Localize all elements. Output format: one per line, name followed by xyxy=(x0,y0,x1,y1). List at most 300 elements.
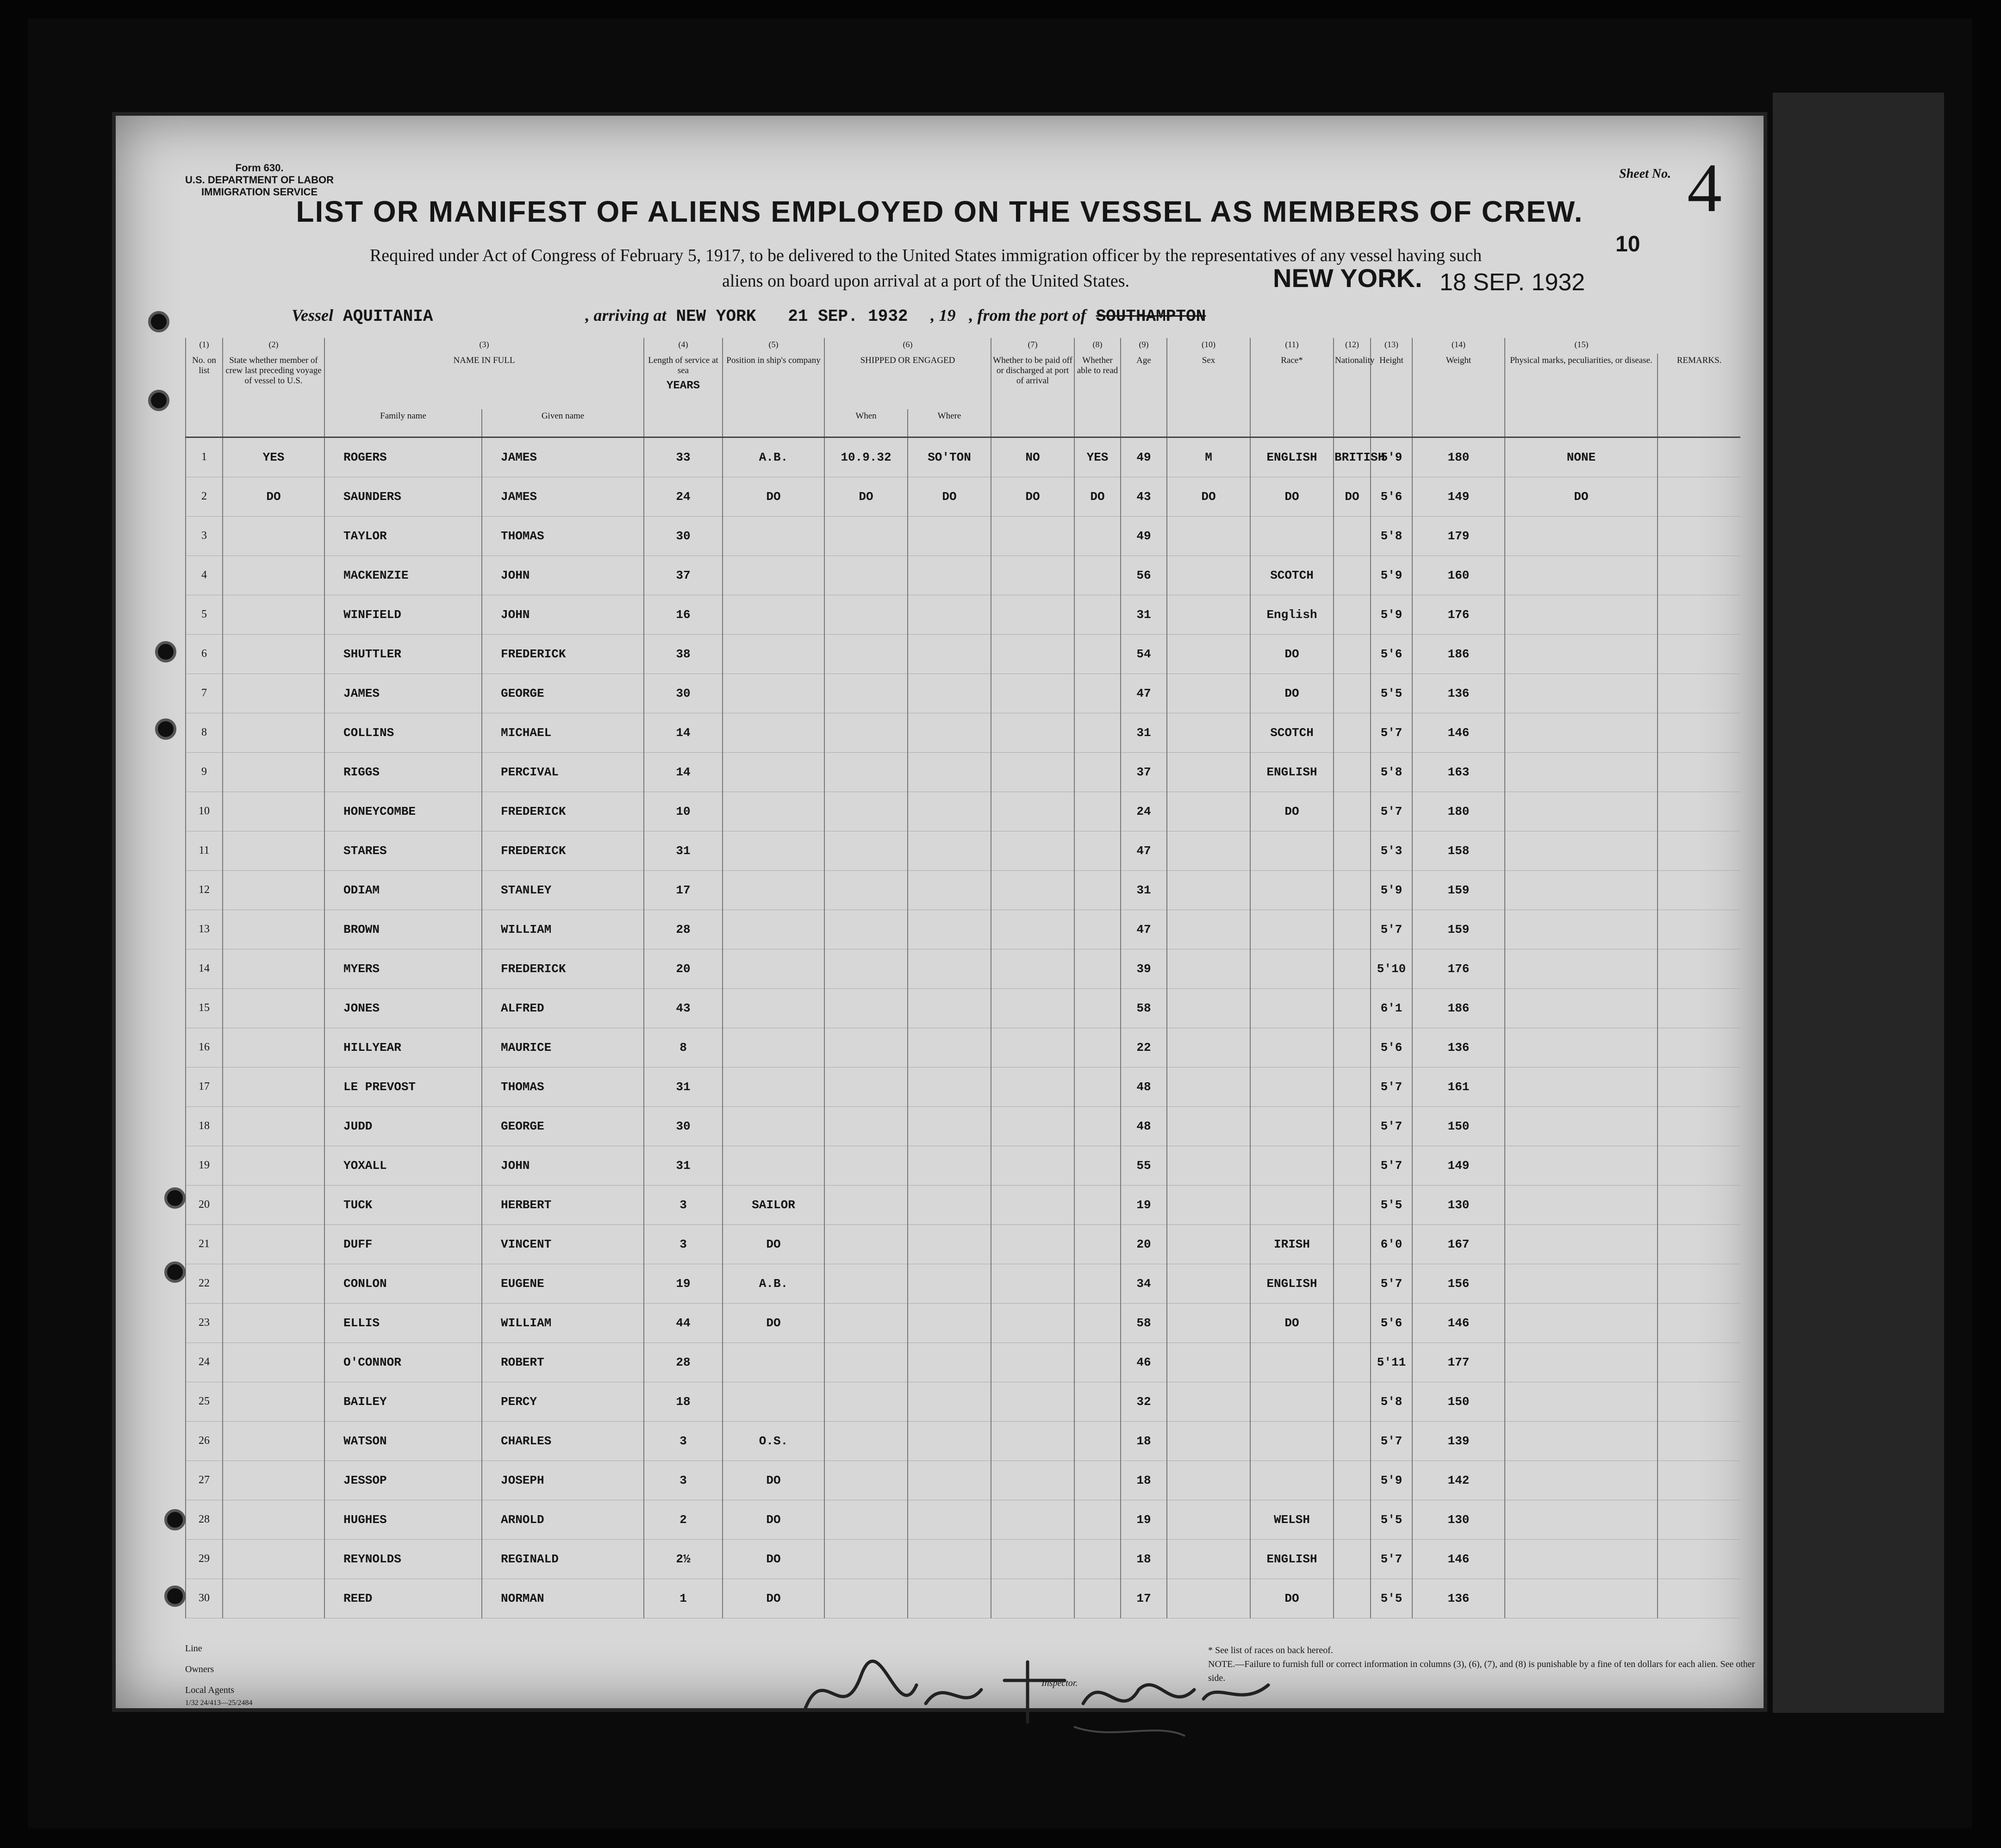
cell-paid-off xyxy=(991,1067,1074,1106)
table-row xyxy=(186,1185,1740,1224)
cell-previous-voyage xyxy=(223,870,324,910)
cell-physical-marks xyxy=(1505,752,1658,792)
cell-position xyxy=(723,1028,824,1067)
arriving-port: NEW YORK xyxy=(676,307,756,326)
cell-weight: 136 xyxy=(1412,674,1505,713)
cell-previous-voyage: DO xyxy=(223,477,324,516)
cell-height: 5'9 xyxy=(1371,870,1412,910)
cell-nationality xyxy=(1334,1106,1371,1146)
cell-family-name: STARES xyxy=(324,831,482,870)
cell-family-name: ELLIS xyxy=(324,1303,482,1342)
cell-years-service: 24 xyxy=(644,477,723,516)
cell-shipped-where xyxy=(908,910,991,949)
department-name: U.S. DEPARTMENT OF LABOR xyxy=(185,174,334,186)
cell-sex xyxy=(1167,713,1250,752)
cell-age: 47 xyxy=(1121,674,1167,713)
cell-no: 5 xyxy=(186,595,223,634)
cell-position: O.S. xyxy=(723,1421,824,1461)
cell-paid-off xyxy=(991,674,1074,713)
inspector-label: Inspector. xyxy=(1041,1678,1078,1688)
cell-height: 5'7 xyxy=(1371,792,1412,831)
cell-able-to-read xyxy=(1074,516,1121,556)
cell-shipped-where xyxy=(908,1461,991,1500)
cell-given-name: THOMAS xyxy=(482,516,644,556)
cell-paid-off xyxy=(991,595,1074,634)
cell-shipped-when xyxy=(824,988,908,1028)
cell-paid-off xyxy=(991,1342,1074,1382)
cell-height: 5'9 xyxy=(1371,595,1412,634)
cell-physical-marks xyxy=(1505,870,1658,910)
cell-position: DO xyxy=(723,1579,824,1618)
cell-sex xyxy=(1167,1067,1250,1106)
cell-shipped-where xyxy=(908,1303,991,1342)
col-num: (1) xyxy=(186,338,223,354)
cell-nationality xyxy=(1334,516,1371,556)
cell-age: 48 xyxy=(1121,1106,1167,1146)
cell-family-name: O'CONNOR xyxy=(324,1342,482,1382)
cell-family-name: JONES xyxy=(324,988,482,1028)
cell-previous-voyage xyxy=(223,1224,324,1264)
cell-shipped-when xyxy=(824,634,908,674)
cell-given-name: HERBERT xyxy=(482,1185,644,1224)
cell-years-service: 10 xyxy=(644,792,723,831)
cell-shipped-where xyxy=(908,870,991,910)
cell-shipped-when xyxy=(824,1185,908,1224)
cell-able-to-read xyxy=(1074,1067,1121,1106)
cell-shipped-when xyxy=(824,556,908,595)
cell-height: 6'1 xyxy=(1371,988,1412,1028)
cell-position xyxy=(723,556,824,595)
cell-remarks xyxy=(1658,870,1740,910)
cell-previous-voyage xyxy=(223,1382,324,1421)
cell-family-name: JAMES xyxy=(324,674,482,713)
cell-paid-off xyxy=(991,1382,1074,1421)
cell-physical-marks: DO xyxy=(1505,477,1658,516)
cell-shipped-when xyxy=(824,1067,908,1106)
cell-weight: 130 xyxy=(1412,1500,1505,1539)
cell-height: 5'5 xyxy=(1371,674,1412,713)
cell-previous-voyage xyxy=(223,792,324,831)
col-num: (4) xyxy=(644,338,723,354)
col-num: (3) xyxy=(324,338,644,354)
cell-physical-marks xyxy=(1505,1421,1658,1461)
cell-remarks xyxy=(1658,713,1740,752)
cell-weight: 180 xyxy=(1412,792,1505,831)
cell-height: 5'8 xyxy=(1371,752,1412,792)
cell-shipped-when xyxy=(824,870,908,910)
cell-family-name: WATSON xyxy=(324,1421,482,1461)
cell-no: 16 xyxy=(186,1028,223,1067)
cell-family-name: COLLINS xyxy=(324,713,482,752)
cell-able-to-read xyxy=(1074,1579,1121,1618)
cell-able-to-read xyxy=(1074,1421,1121,1461)
cell-paid-off xyxy=(991,870,1074,910)
cell-height: 5'7 xyxy=(1371,1421,1412,1461)
cell-age: 18 xyxy=(1121,1461,1167,1500)
cell-sex xyxy=(1167,1106,1250,1146)
cell-no: 4 xyxy=(186,556,223,595)
cell-weight: 156 xyxy=(1412,1264,1505,1303)
header-where: Where xyxy=(908,409,991,437)
service-name: IMMIGRATION SERVICE xyxy=(201,186,318,198)
cell-physical-marks xyxy=(1505,949,1658,988)
header-able-to-read: Whether able to read xyxy=(1074,354,1121,437)
cell-years-service: 38 xyxy=(644,634,723,674)
cell-previous-voyage xyxy=(223,1579,324,1618)
cell-family-name: MACKENZIE xyxy=(324,556,482,595)
cell-weight: 159 xyxy=(1412,910,1505,949)
cell-age: 54 xyxy=(1121,634,1167,674)
cell-years-service: 37 xyxy=(644,556,723,595)
cell-position xyxy=(723,1382,824,1421)
cell-no: 15 xyxy=(186,988,223,1028)
cell-remarks xyxy=(1658,516,1740,556)
cell-shipped-where xyxy=(908,988,991,1028)
cell-weight: 142 xyxy=(1412,1461,1505,1500)
cell-previous-voyage xyxy=(223,1067,324,1106)
cell-remarks xyxy=(1658,1421,1740,1461)
cell-years-service: 28 xyxy=(644,1342,723,1382)
cell-position: DO xyxy=(723,1539,824,1579)
cell-height: 5'10 xyxy=(1371,949,1412,988)
cell-position: DO xyxy=(723,1303,824,1342)
cell-paid-off xyxy=(991,1185,1074,1224)
cell-years-service: 28 xyxy=(644,910,723,949)
cell-family-name: JESSOP xyxy=(324,1461,482,1500)
form-header xyxy=(185,162,334,198)
col-num: (12) xyxy=(1334,338,1371,354)
vessel-name: AQUITANIA xyxy=(343,307,433,326)
cell-years-service: 30 xyxy=(644,674,723,713)
cell-family-name: ROGERS xyxy=(324,437,482,477)
cell-family-name: HONEYCOMBE xyxy=(324,792,482,831)
cell-age: 24 xyxy=(1121,792,1167,831)
table-row xyxy=(186,870,1740,910)
table-row xyxy=(186,752,1740,792)
cell-sex xyxy=(1167,1264,1250,1303)
header-years: YEARS xyxy=(666,380,700,392)
cell-weight: 163 xyxy=(1412,752,1505,792)
cell-given-name: PERCIVAL xyxy=(482,752,644,792)
cell-given-name: EUGENE xyxy=(482,1264,644,1303)
cell-sex xyxy=(1167,792,1250,831)
subtitle-line-2: aliens on board upon arrival at a port of the United States. xyxy=(722,271,1130,291)
col-num: (7) xyxy=(991,338,1074,354)
cell-age: 49 xyxy=(1121,437,1167,477)
cell-nationality xyxy=(1334,831,1371,870)
cell-weight: 180 xyxy=(1412,437,1505,477)
cell-race: WELSH xyxy=(1250,1500,1334,1539)
local-agents-label: Local Agents xyxy=(185,1685,235,1695)
cell-nationality xyxy=(1334,1264,1371,1303)
cell-no: 6 xyxy=(186,634,223,674)
cell-height: 5'3 xyxy=(1371,831,1412,870)
cell-nationality xyxy=(1334,595,1371,634)
cell-age: 31 xyxy=(1121,713,1167,752)
cell-able-to-read xyxy=(1074,870,1121,910)
cell-shipped-where xyxy=(908,516,991,556)
cell-sex: M xyxy=(1167,437,1250,477)
cell-height: 5'6 xyxy=(1371,1303,1412,1342)
cell-sex xyxy=(1167,1579,1250,1618)
cell-physical-marks xyxy=(1505,595,1658,634)
binder-hole xyxy=(155,718,176,740)
cell-remarks xyxy=(1658,477,1740,516)
cell-shipped-when xyxy=(824,1579,908,1618)
cell-able-to-read xyxy=(1074,1106,1121,1146)
cell-height: 5'7 xyxy=(1371,1264,1412,1303)
cell-years-service: 8 xyxy=(644,1028,723,1067)
cell-sex xyxy=(1167,1146,1250,1185)
col-num: (5) xyxy=(723,338,824,354)
cell-family-name: YOXALL xyxy=(324,1146,482,1185)
cell-remarks xyxy=(1658,1028,1740,1067)
cell-height: 5'5 xyxy=(1371,1185,1412,1224)
cell-previous-voyage xyxy=(223,1500,324,1539)
table-row xyxy=(186,1579,1740,1618)
cell-given-name: JAMES xyxy=(482,477,644,516)
cell-position xyxy=(723,595,824,634)
cell-sex xyxy=(1167,910,1250,949)
arrival-date: 21 SEP. 1932 xyxy=(788,307,908,326)
cell-able-to-read xyxy=(1074,1146,1121,1185)
binder-hole xyxy=(155,641,176,662)
cell-race xyxy=(1250,1028,1334,1067)
cell-previous-voyage xyxy=(223,910,324,949)
cell-able-to-read xyxy=(1074,910,1121,949)
cell-family-name: SHUTTLER xyxy=(324,634,482,674)
cell-no: 22 xyxy=(186,1264,223,1303)
cell-nationality xyxy=(1334,674,1371,713)
sheet-number: 4 xyxy=(1687,150,1722,226)
cell-height: 5'5 xyxy=(1371,1579,1412,1618)
cell-remarks xyxy=(1658,1461,1740,1500)
header-name-in-full: NAME IN FULL xyxy=(324,354,644,409)
cell-able-to-read xyxy=(1074,713,1121,752)
table-row xyxy=(186,1461,1740,1500)
cell-shipped-when xyxy=(824,713,908,752)
from-port: SOUTHAMPTON xyxy=(1096,307,1206,326)
cell-family-name: BAILEY xyxy=(324,1382,482,1421)
cell-previous-voyage xyxy=(223,752,324,792)
col-num: (6) xyxy=(824,338,991,354)
cell-race xyxy=(1250,870,1334,910)
cell-paid-off xyxy=(991,1106,1074,1146)
cell-no: 19 xyxy=(186,1146,223,1185)
table-row xyxy=(186,516,1740,556)
cell-age: 55 xyxy=(1121,1146,1167,1185)
col-num: (14) xyxy=(1412,338,1505,354)
cell-position xyxy=(723,949,824,988)
cell-race: ENGLISH xyxy=(1250,1539,1334,1579)
year-label: , 19 xyxy=(930,306,956,325)
print-code: 1/32 24/413—25/2484 xyxy=(185,1699,253,1707)
cell-given-name: ROBERT xyxy=(482,1342,644,1382)
cell-nationality xyxy=(1334,1067,1371,1106)
cell-no: 1 xyxy=(186,437,223,477)
cell-position xyxy=(723,634,824,674)
cell-weight: 136 xyxy=(1412,1579,1505,1618)
cell-previous-voyage xyxy=(223,1264,324,1303)
cell-no: 7 xyxy=(186,674,223,713)
cell-age: 47 xyxy=(1121,831,1167,870)
cell-remarks xyxy=(1658,1303,1740,1342)
header-length-service: Length of service at sea YEARS xyxy=(644,354,723,437)
cell-height: 5'7 xyxy=(1371,1106,1412,1146)
cell-previous-voyage xyxy=(223,949,324,988)
cell-physical-marks xyxy=(1505,910,1658,949)
cell-remarks xyxy=(1658,1382,1740,1421)
cell-remarks xyxy=(1658,831,1740,870)
table-row xyxy=(186,1106,1740,1146)
cell-height: 5'7 xyxy=(1371,713,1412,752)
cell-given-name: MICHAEL xyxy=(482,713,644,752)
cell-position xyxy=(723,516,824,556)
cell-shipped-when xyxy=(824,831,908,870)
cell-race: SCOTCH xyxy=(1250,556,1334,595)
table-row xyxy=(186,1264,1740,1303)
cell-shipped-when xyxy=(824,910,908,949)
cell-no: 8 xyxy=(186,713,223,752)
table-row xyxy=(186,1500,1740,1539)
cell-physical-marks xyxy=(1505,1028,1658,1067)
cell-weight: 186 xyxy=(1412,634,1505,674)
cell-position: DO xyxy=(723,1500,824,1539)
cell-position: A.B. xyxy=(723,437,824,477)
cell-paid-off xyxy=(991,949,1074,988)
cell-shipped-when xyxy=(824,674,908,713)
cell-paid-off xyxy=(991,988,1074,1028)
cell-race xyxy=(1250,1146,1334,1185)
document-title: LIST OR MANIFEST OF ALIENS EMPLOYED ON THE VESSEL AS MEMBERS OF CREW. xyxy=(296,195,1583,228)
cell-race xyxy=(1250,1067,1334,1106)
cell-previous-voyage xyxy=(223,1028,324,1067)
cell-no: 3 xyxy=(186,516,223,556)
cell-years-service: 44 xyxy=(644,1303,723,1342)
cell-previous-voyage xyxy=(223,595,324,634)
cell-paid-off xyxy=(991,1579,1074,1618)
cell-remarks xyxy=(1658,988,1740,1028)
cell-remarks xyxy=(1658,1579,1740,1618)
cell-able-to-read xyxy=(1074,792,1121,831)
cell-height: 5'7 xyxy=(1371,1146,1412,1185)
cell-weight: 167 xyxy=(1412,1224,1505,1264)
form-number: Form 630. xyxy=(235,162,284,174)
table-row xyxy=(186,949,1740,988)
cell-sex xyxy=(1167,556,1250,595)
cell-height: 5'6 xyxy=(1371,1028,1412,1067)
cell-family-name: REYNOLDS xyxy=(324,1539,482,1579)
header-weight: Weight xyxy=(1412,354,1505,437)
binder-hole xyxy=(148,311,169,332)
cell-years-service: 33 xyxy=(644,437,723,477)
binder-hole xyxy=(164,1509,186,1530)
cell-physical-marks xyxy=(1505,1067,1658,1106)
cell-shipped-where xyxy=(908,1264,991,1303)
scan-margin xyxy=(1773,93,1944,1713)
cell-given-name: REGINALD xyxy=(482,1539,644,1579)
cell-race: ENGLISH xyxy=(1250,437,1334,477)
cell-race: DO xyxy=(1250,634,1334,674)
cell-able-to-read xyxy=(1074,674,1121,713)
cell-paid-off xyxy=(991,1303,1074,1342)
cell-nationality xyxy=(1334,949,1371,988)
cell-height: 5'6 xyxy=(1371,477,1412,516)
cell-remarks xyxy=(1658,1185,1740,1224)
cell-weight: 146 xyxy=(1412,1539,1505,1579)
cell-position xyxy=(723,831,824,870)
crew-table xyxy=(185,338,1740,1618)
cell-weight: 146 xyxy=(1412,1303,1505,1342)
cell-given-name: THOMAS xyxy=(482,1067,644,1106)
cell-previous-voyage xyxy=(223,674,324,713)
table-row xyxy=(186,1146,1740,1185)
cell-position: DO xyxy=(723,1461,824,1500)
cell-no: 10 xyxy=(186,792,223,831)
cell-given-name: PERCY xyxy=(482,1382,644,1421)
header-paid-off: Whether to be paid off or discharged at port of arrival xyxy=(991,354,1074,437)
cell-previous-voyage xyxy=(223,831,324,870)
cell-years-service: 20 xyxy=(644,949,723,988)
cell-shipped-when xyxy=(824,1264,908,1303)
cell-race xyxy=(1250,1382,1334,1421)
cell-race: DO xyxy=(1250,674,1334,713)
cell-years-service: 2 xyxy=(644,1500,723,1539)
cell-shipped-when: 10.9.32 xyxy=(824,437,908,477)
cell-remarks xyxy=(1658,949,1740,988)
cell-height: 5'7 xyxy=(1371,1067,1412,1106)
cell-nationality xyxy=(1334,634,1371,674)
cell-previous-voyage xyxy=(223,1106,324,1146)
cell-no: 29 xyxy=(186,1539,223,1579)
cell-nationality xyxy=(1334,1342,1371,1382)
binder-hole xyxy=(164,1261,186,1283)
cell-years-service: 17 xyxy=(644,870,723,910)
cell-shipped-where: DO xyxy=(908,477,991,516)
cell-given-name: NORMAN xyxy=(482,1579,644,1618)
cell-shipped-when xyxy=(824,1303,908,1342)
cell-sex: DO xyxy=(1167,477,1250,516)
table-row xyxy=(186,1421,1740,1461)
cell-physical-marks xyxy=(1505,516,1658,556)
cell-given-name: GEORGE xyxy=(482,1106,644,1146)
cell-previous-voyage xyxy=(223,1146,324,1185)
binder-hole xyxy=(148,390,169,411)
cell-age: 17 xyxy=(1121,1579,1167,1618)
table-row xyxy=(186,1224,1740,1264)
cell-sex xyxy=(1167,634,1250,674)
col-num: (11) xyxy=(1250,338,1334,354)
cell-previous-voyage xyxy=(223,1461,324,1500)
header-nationality: Nationality xyxy=(1334,354,1371,437)
cell-age: 58 xyxy=(1121,1303,1167,1342)
cell-position xyxy=(723,988,824,1028)
cell-no: 20 xyxy=(186,1185,223,1224)
cell-weight: 146 xyxy=(1412,713,1505,752)
cell-sex xyxy=(1167,1303,1250,1342)
cell-no: 2 xyxy=(186,477,223,516)
cell-years-service: 31 xyxy=(644,1067,723,1106)
table-row xyxy=(186,477,1740,516)
cell-paid-off xyxy=(991,910,1074,949)
cell-paid-off xyxy=(991,1539,1074,1579)
cell-remarks xyxy=(1658,595,1740,634)
column-header-row xyxy=(186,354,1740,409)
cell-race: ENGLISH xyxy=(1250,752,1334,792)
crew-table-body xyxy=(186,437,1740,1618)
cell-nationality xyxy=(1334,1382,1371,1421)
cell-previous-voyage: YES xyxy=(223,437,324,477)
